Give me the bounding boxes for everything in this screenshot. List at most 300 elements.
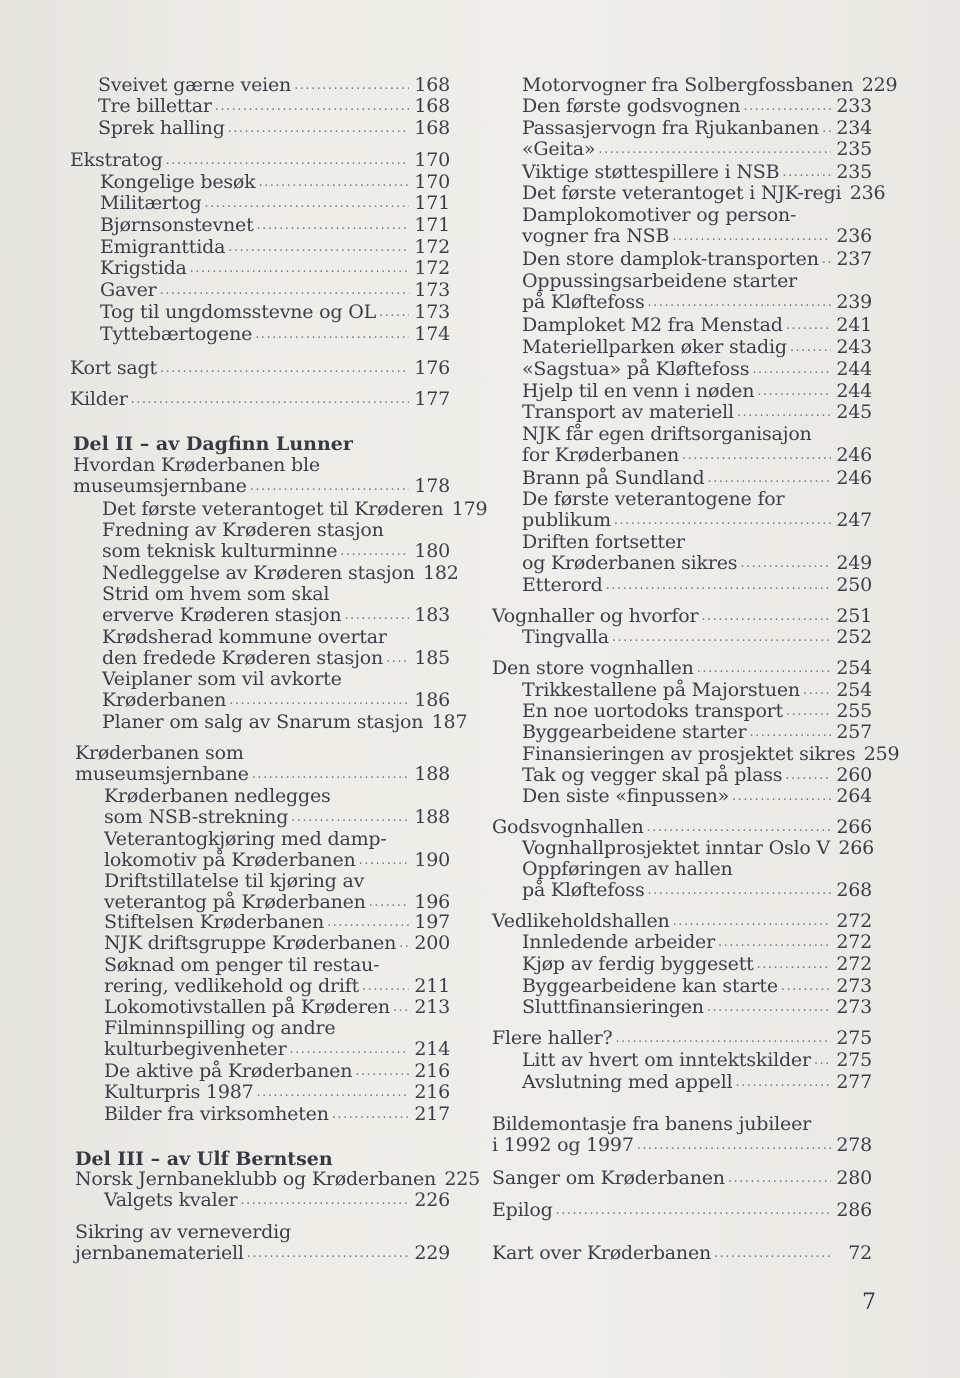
toc-entry-page: 216 [414,1081,450,1103]
dot-leader [732,786,831,807]
dot-leader [250,476,409,497]
dot-leader [290,1039,410,1060]
toc-entry-page: 272 [836,931,872,953]
toc-entry-page: 182 [423,562,459,584]
toc-entry-title: på Kløftefoss [522,879,645,901]
dot-leader [752,359,831,380]
toc-entry-title: Ekstratog [70,149,163,171]
toc-entry-page: 170 [414,149,450,171]
toc-entry-title-line: Strid om hvem som skal [102,583,330,605]
toc-entry-title: Nedleggelse av Krøderen stasjon [102,562,415,584]
dot-leader [399,933,409,954]
toc-entry-title: kulturbegivenheter [104,1038,287,1060]
toc-entry-title: rering, vedlikehold og drift [104,975,360,997]
toc-entry-title: Sprek halling [98,117,225,139]
dot-leader [393,997,409,1018]
toc-entry-page: 235 [836,161,872,183]
toc-entry-page: 187 [431,711,468,733]
toc-entry [492,627,872,648]
dot-leader [215,96,409,117]
dot-leader [160,358,409,379]
toc-entry [492,837,875,859]
toc-entry [70,193,450,214]
toc-entry-page: 264 [836,785,872,807]
toc-entry-title: Avslutning med appell [522,1071,733,1093]
dot-leader [386,648,409,669]
dot-leader [247,1243,409,1264]
toc-entry-title: Emigranttida [100,236,226,258]
dot-leader [131,389,409,410]
toc-entry-title: Krøderbanen [102,689,227,711]
toc-entry [492,765,872,786]
dot-leader [166,150,409,171]
toc-entry-title: Byggearbeidene starter [522,721,747,743]
dot-leader [757,381,831,402]
toc-entry [70,711,468,733]
dot-leader [803,680,831,701]
toc-entry-title: Vognhallprosjektet inntar Oslo V [522,837,831,859]
toc-entry-title: «Geita» [522,138,596,160]
dot-leader [714,1243,831,1264]
toc-entry [70,1018,450,1060]
toc-entry-page: 250 [836,574,872,596]
toc-entry [492,1028,872,1049]
toc-entry-page: 197 [414,911,450,933]
toc-entry-title-line: Krødsherad kommune overtar [102,626,387,648]
toc-entry-title: Passasjervogn fra Rjukanbanen [522,117,820,139]
toc-entry-page: 266 [836,816,872,838]
toc-entry-title: vogner fra NSB [522,225,670,247]
dot-leader [707,997,831,1018]
toc-entry-title: erverve Krøderen stasjon [102,604,342,626]
dot-leader [379,302,409,323]
toc-entry [492,701,872,722]
toc-entry [70,172,450,193]
toc-entry-page: 200 [414,932,450,954]
toc-entry-title: Vognhaller og hvorfor [492,605,699,627]
toc-entry-title: Krigstida [100,257,187,279]
dot-leader [647,817,831,838]
toc-entry-title: Etterord [522,574,603,596]
dot-leader [672,226,831,247]
toc-entry-title: Den første godsvognen [522,95,741,117]
dot-leader [229,690,409,711]
toc-entry [492,658,872,679]
dot-leader [190,258,409,279]
dot-leader [718,932,831,953]
toc-entry [70,912,450,933]
dot-leader [258,172,409,193]
dot-leader [228,237,409,258]
toc-entry-page: 246 [836,444,872,466]
dot-leader [786,701,831,722]
toc-entry [492,722,872,743]
toc-entry [70,1104,450,1125]
toc-entry [492,337,872,358]
toc-entry-page: 254 [836,679,872,701]
toc-entry [492,182,886,204]
toc-entry-title: jernbanemateriell [75,1242,244,1264]
dot-leader [160,280,409,301]
toc-entry [70,498,488,520]
toc-entry [492,743,900,765]
toc-entry-title: Hjelp til en venn i nøden [522,380,755,402]
toc-entry-page: 260 [836,764,872,786]
toc-entry-title-line: Oppussingsarbeidene starter [522,270,798,292]
toc-entry-title: Det første veterantoget i NJK-regi [522,182,842,204]
toc-entry-title: på Kløftefoss [522,291,645,313]
toc-entry-title: Tog til ungdomsstevne og OL [100,301,376,323]
toc-entry-title-line: Hvordan Krøderbanen ble [73,454,320,476]
dot-leader [822,118,831,139]
toc-entry-title-line: Driftstillatelse til kjøring av [104,870,365,892]
toc-entry-page: 72 [848,1242,872,1264]
toc-entry-title-line: Oppføringen av hallen [522,858,733,880]
dot-leader [648,292,831,313]
toc-entry [492,74,898,96]
toc-entry [70,786,450,828]
toc-entry-title: veterantog på Krøderbanen [104,891,366,913]
toc-entry-title-line: NJK får egen driftsorganisajon [522,423,812,445]
toc-section-heading: Del III – av Ulf Berntsen [75,1148,333,1170]
toc-entry [492,1072,872,1093]
toc-entry-page: 241 [836,314,872,336]
toc-entry [492,976,872,997]
toc-entry-title: Viktige støttespillere i NSB [522,161,780,183]
toc-entry [492,205,872,247]
dot-leader [749,722,831,743]
toc-entry-title: for Krøderbanen [522,444,680,466]
toc-entry-page: 245 [836,401,872,423]
toc-entry [492,359,872,380]
toc-entry-page: 275 [836,1049,872,1071]
toc-entry-title-line: Krøderbanen som [75,742,244,764]
dot-leader [648,880,831,901]
toc-entry-title: Gaver [100,279,157,301]
toc-entry [492,271,872,313]
toc-entry-title: Den siste «finpussen» [522,785,730,807]
toc-entry-title: Tyttebærtogene [100,323,253,345]
toc-entry-page: 233 [836,95,872,117]
toc-entry [70,455,450,497]
dot-leader [332,1104,409,1125]
toc-entry-title: Militærtog [100,192,202,214]
toc-entry-title-line: Krøderbanen nedlegges [104,785,331,807]
toc-entry-page: 277 [836,1071,872,1093]
toc-entry [492,468,872,489]
toc-entry [70,150,450,171]
toc-entry-title: Damploket M2 fra Menstad [522,314,783,336]
toc-entry-title: Tak og vegger skal på plass [522,764,783,786]
toc-entry-page: 237 [836,248,872,270]
toc-entry [70,75,450,96]
toc-entry-page: 229 [861,74,898,96]
toc-entry [492,162,872,183]
toc-entry-page: 247 [836,509,872,531]
toc-entry [492,680,872,701]
toc-entry [492,911,872,932]
toc-entry-page: 272 [836,953,872,975]
toc-entry [492,606,872,627]
toc-entry [492,139,872,160]
toc-entry-title: De aktive på Krøderbanen [104,1060,353,1082]
toc-entry-page: 273 [836,975,872,997]
toc-entry [492,315,872,336]
toc-entry-title: Flere haller? [492,1027,613,1049]
toc-entry-title: Epilog [492,1199,553,1221]
toc-entry [70,215,450,236]
toc-entry-page: 170 [414,171,450,193]
toc-entry-page: 225 [444,1168,481,1190]
toc-entry-page: 188 [414,806,450,828]
toc-entry-page: 249 [836,552,872,574]
toc-entry-page: 173 [414,279,450,301]
toc-entry-page: 185 [414,647,450,669]
toc-entry-page: 168 [414,117,450,139]
toc-entry-title: Motorvogner fra Solbergfossbanen [522,74,854,96]
toc-entry [70,933,450,954]
toc-entry-title: i 1992 og 1997 [492,1134,634,1156]
dot-leader [697,658,831,679]
toc-entry-title: Kongelige besøk [100,171,256,193]
toc-entry [492,1243,872,1264]
toc-entry-page: 213 [414,996,450,1018]
toc-entry [70,1082,450,1103]
toc-entry-page: 239 [836,291,872,313]
toc-entry [492,1114,872,1156]
toc-entry [492,1050,872,1071]
toc-entry-page: 286 [836,1199,872,1221]
toc-entry-title: Det første veterantoget til Krøderen [102,498,444,520]
toc-entry-page: 174 [414,323,450,345]
toc-entry-title: Byggearbeidene kan starte [522,975,778,997]
toc-entry-page: 244 [836,358,872,380]
toc-entry [70,280,450,301]
toc-entry-title: som NSB-strekning [104,806,289,828]
toc-entry-page: 252 [836,626,872,648]
toc-entry-title: den fredede Krøderen stasjon [102,647,384,669]
toc-entry [70,743,450,785]
toc-entry-title-line: Veterantogkjøring med damp- [104,828,387,850]
toc-entry-title: Kjøp av ferdig byggesett [522,953,754,975]
dot-leader [701,606,831,627]
toc-entry [492,817,872,838]
toc-entry-page: 275 [836,1027,872,1049]
dot-leader [359,850,409,871]
toc-entry-page: 254 [836,657,872,679]
toc-entry-title: Sanger om Krøderbanen [492,1167,725,1189]
toc-entry-page: 246 [836,467,872,489]
toc-entry-page: 235 [836,138,872,160]
toc-entry-page: 172 [414,236,450,258]
dot-leader [822,249,831,270]
toc-entry-page: 278 [836,1134,872,1156]
toc-entry-title: Trikkestallene på Majorstuen [522,679,800,701]
toc-entry-page: 229 [414,1242,450,1264]
toc-entry-page: 272 [836,910,872,932]
dot-leader [757,954,831,975]
toc-section-heading: Del II – av Dagfinn Lunner [73,433,353,455]
dot-leader [737,402,831,423]
dot-leader [362,976,409,997]
toc-entry-page: 266 [838,837,875,859]
toc-entry [492,381,872,402]
dot-leader [340,541,409,562]
toc-entry-title: Valgets kvaler [104,1189,238,1211]
toc-entry-page: 196 [414,891,450,913]
dot-leader [598,139,831,160]
toc-entry-title-line: De første veterantogene for [522,488,785,510]
toc-entry-title: museumsjernbane [73,475,247,497]
toc-entry [70,1222,450,1264]
toc-entry-page: 188 [414,763,450,785]
toc-entry [70,1061,450,1082]
toc-entry [70,302,450,323]
dot-leader [740,553,831,574]
toc-entry-page: 168 [414,95,450,117]
toc-entry-page: 179 [451,498,488,520]
dot-leader [344,605,409,626]
toc-entry-page: 214 [414,1038,450,1060]
toc-entry-title-line: Fredning av Krøderen stasjon [102,519,384,541]
toc-entry [70,96,450,117]
toc-entry-title: Den store damplok-transporten [522,248,819,270]
toc-entry-page: 251 [836,605,872,627]
toc-entry-title-line: Veiplaner som vil avkorte [102,668,342,690]
dot-leader [614,510,831,531]
toc-entry-page: 180 [414,540,450,562]
toc-entry-title: NJK driftsgruppe Krøderbanen [104,932,397,954]
toc-entry-page: 280 [836,1167,872,1189]
toc-entry [70,955,450,997]
dot-leader [782,162,831,183]
toc-entry [492,859,872,901]
toc-entry-page: 183 [414,604,450,626]
dot-leader [785,765,831,786]
toc-entry-title: Sluttfinansieringen [522,996,704,1018]
toc-entry-title: Lokomotivstallen på Krøderen [104,996,390,1018]
toc-entry [492,402,872,423]
toc-entry-title: som teknisk kulturminne [102,540,338,562]
toc-entry-page: 273 [836,996,872,1018]
dot-leader [606,575,831,596]
dot-leader [728,1168,831,1189]
toc-entry-title: Bilder fra virksomheten [104,1103,329,1125]
toc-entry [492,786,872,807]
dot-leader [616,1028,831,1049]
dot-leader [257,1082,409,1103]
toc-entry [70,871,450,913]
toc-entry [70,584,450,626]
dot-leader [637,1135,831,1156]
toc-entry-title-line: Filminnspilling og andre [104,1017,336,1039]
toc-entry [70,1190,450,1211]
toc-entry-title: Innledende arbeider [522,931,715,953]
dot-leader [240,1190,409,1211]
toc-entry-page: 172 [414,257,450,279]
dot-leader [355,1061,409,1082]
toc-entry [492,118,872,139]
dot-leader [556,1200,831,1221]
toc-entry-title: Planer om salg av Snarum stasjon [102,711,424,733]
toc-entry-page: 259 [863,743,900,765]
toc-entry-page: 226 [414,1189,450,1211]
toc-entry-title: Kilder [70,388,128,410]
toc-entry [492,954,872,975]
toc-entry-page: 177 [414,388,450,410]
toc-entry-title: Sveivet gærne veien [98,74,292,96]
toc-entry [492,489,872,531]
dot-leader [814,1050,831,1071]
toc-entry [70,1168,481,1190]
toc-entry-title: Litt av hvert om inntektskilder [522,1049,811,1071]
toc-entry-title: publikum [522,509,611,531]
toc-entry-page: 244 [836,380,872,402]
dot-leader [682,445,831,466]
dot-leader [252,764,409,785]
toc-entry [492,1168,872,1189]
toc-entry [492,532,872,574]
dot-leader [743,96,831,117]
dot-leader [781,976,831,997]
toc-entry [492,575,872,596]
toc-entry-title: Den store vognhallen [492,657,694,679]
toc-entry [70,669,450,711]
toc-entry-page: 236 [836,225,872,247]
toc-entry-title: Bjørnsonstevnet [100,214,254,236]
toc-entry-title-line: Driften fortsetter [522,531,685,553]
toc-entry-title: Finansieringen av prosjektet sikres [522,743,856,765]
toc-entry-page: 257 [836,721,872,743]
toc-entry-page: 186 [414,689,450,711]
toc-entry-page: 211 [414,975,450,997]
toc-entry [70,562,459,584]
toc-entry [70,358,450,379]
dot-leader [228,118,409,139]
toc-entry-title: Tingvalla [522,626,609,648]
toc-entry-title: Stiftelsen Krøderbanen [104,911,325,933]
toc-entry [70,829,450,871]
dot-leader [291,807,409,828]
toc-entry [492,932,872,953]
dot-leader [673,911,831,932]
toc-entry [70,324,450,345]
toc-entry [70,520,450,562]
page-number: 7 [862,1290,876,1315]
toc-entry-title-line: Søknad om penger til restau- [104,954,380,976]
toc-entry [70,237,450,258]
dot-leader [255,324,409,345]
toc-entry-title: «Sagstua» på Kløftefoss [522,358,750,380]
toc-entry-page: 168 [414,74,450,96]
toc-entry-title: Norsk Jernbaneklubb og Krøderbanen [75,1168,437,1190]
toc-entry-title: Godsvognhallen [492,816,644,838]
toc-entry-title: Transport av materiell [522,401,734,423]
dot-leader [735,1072,831,1093]
dot-leader [786,315,831,336]
dot-leader [369,892,409,913]
toc-entry-title: En noe uortodoks transport [522,700,783,722]
toc-entry-page: 234 [836,117,872,139]
dot-leader [612,627,831,648]
toc-entry-title: og Krøderbanen sikres [522,552,738,574]
toc-entry-title: Kulturpris 1987 [104,1081,254,1103]
toc-entry-title: Kart over Krøderbanen [492,1242,712,1264]
dot-leader [257,215,409,236]
dot-leader [294,75,409,96]
toc-entry [70,258,450,279]
toc-entry-title: Materiellparken øker stadig [522,336,787,358]
